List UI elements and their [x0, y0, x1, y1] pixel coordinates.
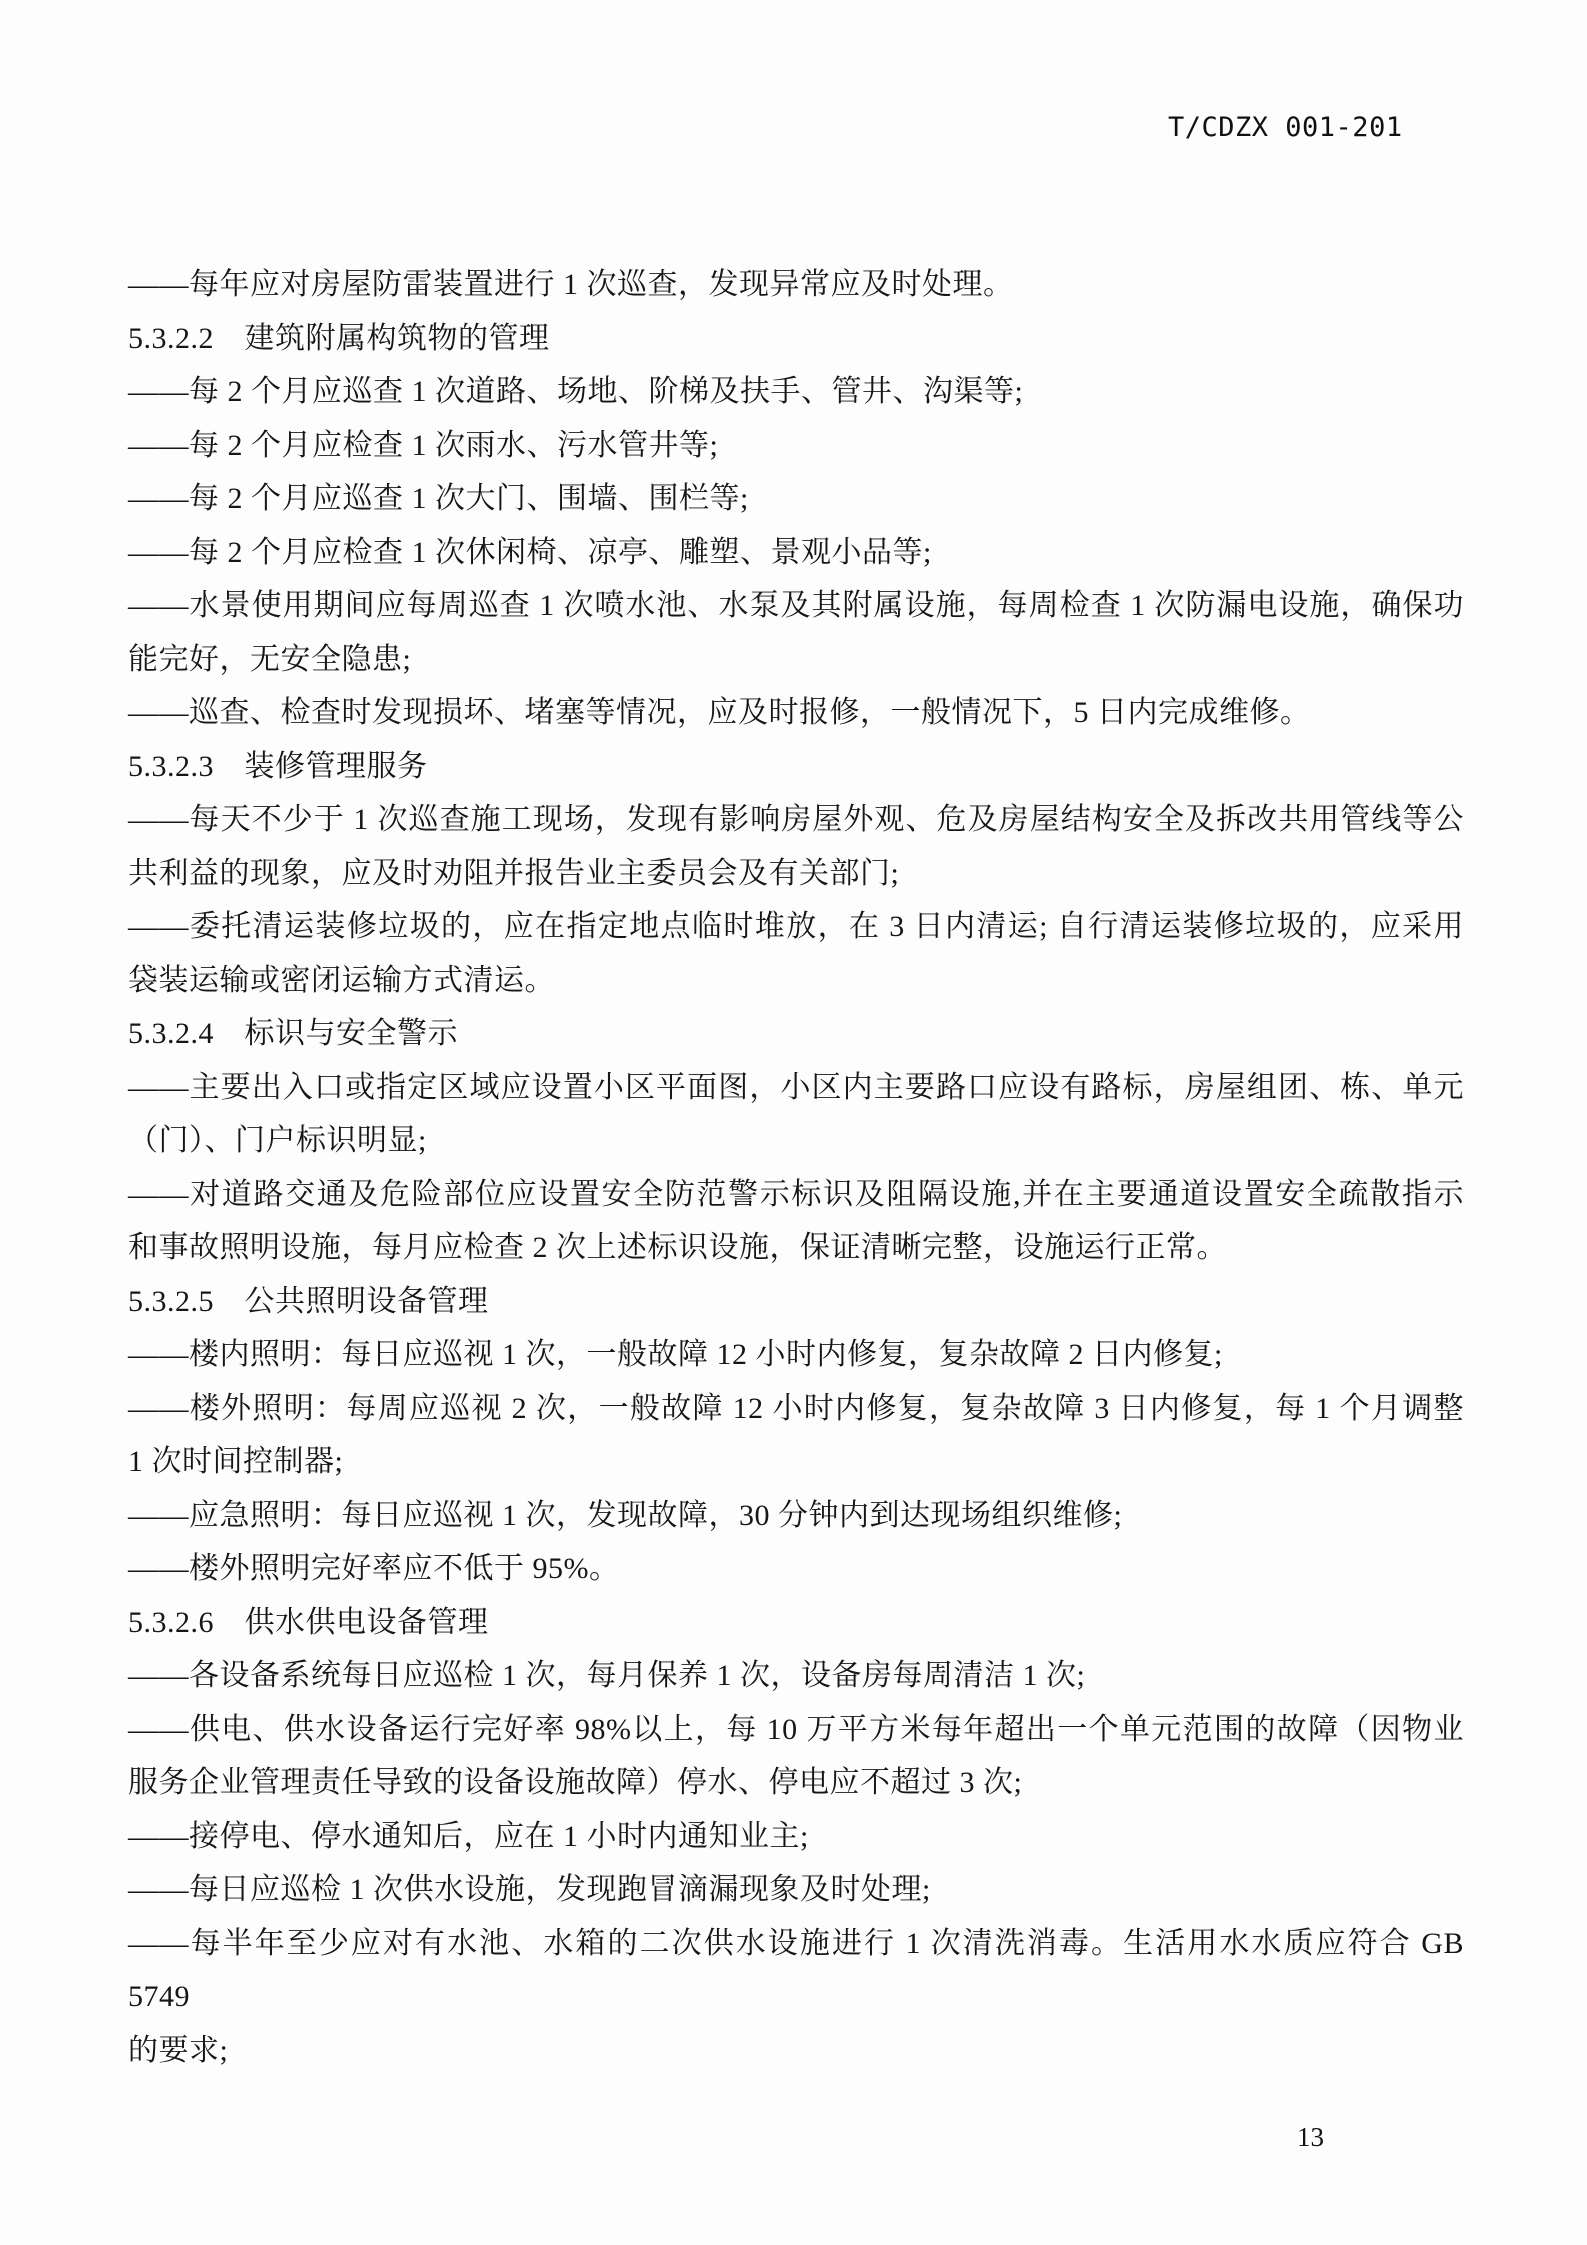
text-line: ——楼外照明完好率应不低于 95%。 [128, 1552, 620, 1585]
text-line: ——每 2 个月应检查 1 次雨水、污水管井等; [128, 428, 719, 462]
section-heading: 5.3.2.6 供水供电设备管理 [128, 1605, 489, 1639]
text-line: ——每 2 个月应巡查 1 次道路、场地、阶梯及扶手、管井、沟渠等; [128, 375, 1024, 408]
section-heading: 5.3.2.2 建筑附属构筑物的管理 [128, 321, 550, 355]
document-body [128, 258, 1464, 2077]
text-line: ——供电、供水设备运行完好率 98%以上，每 10 万平方米每年超出一个单元范围的故障（因物业 [128, 1712, 1464, 1746]
page-number: 13 [1297, 2122, 1324, 2152]
text-line: ——应急照明：每日应巡视 1 次，发现故障，30 分钟内到达现场组织维修; [128, 1498, 1123, 1532]
text-line: 的要求; [128, 2033, 229, 2067]
text-line: ——楼外照明：每周应巡视 2 次，一般故障 12 小时内修复，复杂故障 3 日内修复，每 1 个月调整 [128, 1391, 1464, 1425]
text-line: 能完好，无安全隐患; [128, 642, 412, 676]
text-line: ——每年应对房屋防雷装置进行 1 次巡查，发现异常应及时处理。 [128, 268, 1014, 301]
text-line: ——委托清运装修垃圾的，应在指定地点临时堆放，在 3 日内清运; 自行清运装修垃圾的，应采用 [128, 910, 1464, 943]
text-line: 1 次时间控制器; [128, 1445, 344, 1478]
text-line: ——每 2 个月应检查 1 次休闲椅、凉亭、雕塑、景观小品等; [128, 535, 932, 569]
text-line: 和事故照明设施，每月应检查 2 次上述标识设施，保证清晰完整，设施运行正常。 [128, 1231, 1227, 1264]
text-line: （门）、门户标识明显; [128, 1124, 427, 1157]
section-heading: 5.3.2.3 装修管理服务 [128, 749, 428, 783]
text-line: ——各设备系统每日应巡检 1 次，每月保养 1 次，设备房每周清洁 1 次; [128, 1659, 1086, 1692]
text-line: ——楼内照明：每日应巡视 1 次，一般故障 12 小时内修复，复杂故障 2 日内修复; [128, 1338, 1223, 1371]
text-line: 袋装运输或密闭运输方式清运。 [128, 963, 555, 997]
text-line: ——对道路交通及危险部位应设置安全防范警示标识及阻隔设施,并在主要通道设置安全疏散指示 [128, 1177, 1464, 1211]
text-line: 共利益的现象，应及时劝阻并报告业主委员会及有关部门; [128, 856, 900, 890]
section-heading: 5.3.2.5 公共照明设备管理 [128, 1284, 489, 1318]
text-line: ——每 2 个月应巡查 1 次大门、围墙、围栏等; [128, 482, 749, 515]
text-line: ——水景使用期间应每周巡查 1 次喷水池、水泵及其附属设施，每周检查 1 次防漏电设施，确保功 [128, 589, 1464, 622]
text-line: ——主要出入口或指定区域应设置小区平面图，小区内主要路口应设有路标，房屋组团、栋、单元 [128, 1070, 1464, 1104]
text-line: ——每日应巡检 1 次供水设施，发现跑冒滴漏现象及时处理; [128, 1873, 931, 1906]
text-line: 服务企业管理责任导致的设备设施故障）停水、停电应不超过 3 次; [128, 1766, 1023, 1799]
text-line: ——每半年至少应对有水池、水箱的二次供水设施进行 1 次清洗消毒。生活用水水质应符合 GB 5749 [128, 1926, 1464, 2013]
text-line: ——巡查、检查时发现损坏、堵塞等情况，应及时报修，一般情况下，5 日内完成维修。 [128, 696, 1311, 729]
standard-code-header: T/CDZX 001-201 [1168, 112, 1403, 143]
section-heading: 5.3.2.4 标识与安全警示 [128, 1017, 458, 1050]
text-line: ——每天不少于 1 次巡查施工现场，发现有影响房屋外观、危及房屋结构安全及拆改共用管线等公 [128, 803, 1464, 836]
text-line: ——接停电、停水通知后，应在 1 小时内通知业主; [128, 1819, 809, 1853]
